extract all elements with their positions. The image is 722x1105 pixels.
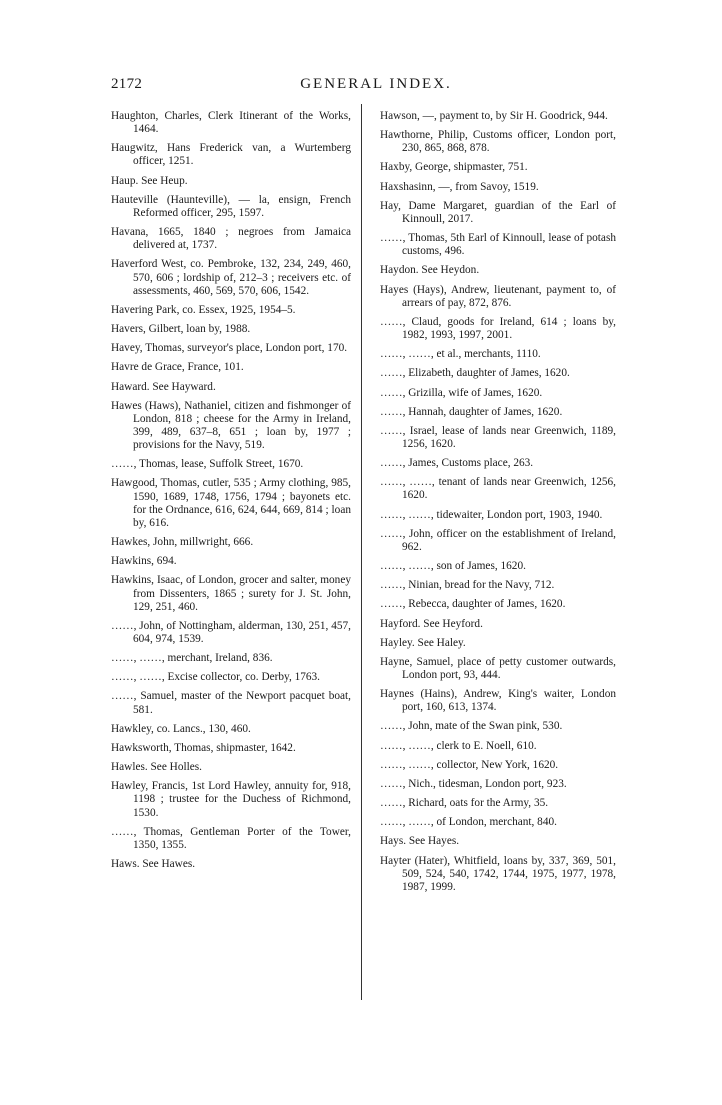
- index-entry: Hays. See Hayes.: [380, 835, 460, 848]
- index-entry: Hawes (Haws), Nathaniel, citizen and fishmonger of London, 818 ; cheese for the Army in Ireland, 399, 489, 637–8, 651 ; loan by, 1977 ; provisions for the Navy, 519.: [111, 399, 351, 452]
- index-entry: Haughton, Charles, Clerk Itinerant of the Works, 1464.: [111, 110, 351, 136]
- index-entry: Hawgood, Thomas, cutler, 535 ; Army clothing, 985, 1590, 1689, 1748, 1756, 1794 ; bayonets etc. for the Ordnance, 616, 624, 644, 669, 814 ; loan by, 616.: [111, 477, 351, 529]
- index-entry: Haup. See Heup.: [111, 174, 188, 187]
- index-column-right: [380, 110, 616, 900]
- index-entry: ……, John, mate of the Swan pink, 530.: [380, 720, 563, 733]
- index-entry: Hawthorne, Philip, Customs officer, London port, 230, 865, 868, 878.: [380, 129, 616, 155]
- index-entry: Hawley, Francis, 1st Lord Hawley, annuity for, 918, 1198 ; trustee for the Duchess of Richmond, 1530.: [111, 780, 351, 819]
- index-entry: ……, Thomas, 5th Earl of Kinnoull, lease of potash customs, 496.: [380, 232, 616, 258]
- index-entry: ……, Grizilla, wife of James, 1620.: [380, 386, 543, 399]
- index-entry: Haynes (Hains), Andrew, King's waiter, London port, 160, 613, 1374.: [380, 688, 616, 714]
- index-entry: ……, Hannah, daughter of James, 1620.: [380, 405, 563, 418]
- index-entry: Hawkins, Isaac, of London, grocer and salter, money from Dissenters, 1865 ; surety for J. St. John, 129, 251, 460.: [111, 574, 351, 613]
- index-entry: Haugwitz, Hans Frederick van, a Wurtemberg officer, 1251.: [111, 142, 351, 168]
- index-entry: Hay, Dame Margaret, guardian of the Earl of Kinnoull, 2017.: [380, 199, 616, 225]
- index-column-left: [111, 110, 351, 877]
- index-entry: ……, John, of Nottingham, alderman, 130, 251, 457, 604, 974, 1539.: [111, 619, 351, 645]
- index-entry: Hauteville (Haunteville), — la, ensign, French Reformed officer, 295, 1597.: [111, 193, 351, 219]
- index-entry: ……, ……, tidewaiter, London port, 1903, 1940.: [380, 508, 603, 521]
- index-entry: Hawson, —, payment to, by Sir H. Goodrick, 944.: [380, 110, 608, 122]
- index-entry: ……, John, officer on the establishment of Ireland, 962.: [380, 527, 616, 553]
- index-entry: ……, ……, clerk to E. Noell, 610.: [380, 739, 537, 752]
- index-entry: ……, Claud, goods for Ireland, 614 ; loans by, 1982, 1993, 1997, 2001.: [380, 315, 616, 342]
- index-entry: ……, ……, of London, merchant, 840.: [380, 816, 557, 829]
- index-entry: ……, Rebecca, daughter of James, 1620.: [380, 598, 566, 611]
- index-entry: Haydon. See Heydon.: [380, 264, 480, 277]
- index-entry: Hawkins, 694.: [111, 555, 177, 568]
- index-entry: Hayne, Samuel, place of petty customer outwards, London port, 93, 444.: [380, 655, 616, 681]
- index-entry: Hayford. See Heyford.: [380, 617, 483, 630]
- index-entry: ……, ……, tenant of lands near Greenwich, 1256, 1620.: [380, 476, 616, 502]
- index-entry: ……, ……, merchant, Ireland, 836.: [111, 652, 273, 665]
- index-entry: ……, Samuel, master of the Newport pacquet boat, 581.: [111, 690, 351, 716]
- index-entry: ……, Ninian, bread for the Navy, 712.: [380, 579, 555, 592]
- index-entry: Haws. See Hawes.: [111, 858, 196, 871]
- index-entry: Havey, Thomas, surveyor's place, London port, 170.: [111, 342, 348, 355]
- index-entry: Hayter (Hater), Whitfield, loans by, 337, 369, 501, 509, 524, 540, 1742, 1744, 1975, 1977, 1978, 1987, 1999.: [380, 854, 616, 893]
- index-entry: Hawkley, co. Lancs., 130, 460.: [111, 722, 251, 735]
- index-entry: ……, ……, et al., merchants, 1110.: [380, 348, 541, 361]
- index-entry: ……, James, Customs place, 263.: [380, 457, 534, 470]
- index-entry: ……, ……, son of James, 1620.: [380, 560, 526, 573]
- page-title: GENERAL INDEX.: [300, 76, 452, 92]
- index-entry: Hawkes, John, millwright, 666.: [111, 536, 254, 549]
- index-entry: Haverford West, co. Pembroke, 132, 234, 249, 460, 570, 606 ; lordship of, 212–3 ; receivers etc. of assessments, 460, 569, 570, 606, 1542.: [111, 258, 351, 297]
- index-entry: Hayley. See Haley.: [380, 636, 466, 649]
- index-entry: ……, Thomas, Gentleman Porter of the Tower, 1350, 1355.: [111, 825, 351, 851]
- index-entry: ……, Richard, oats for the Army, 35.: [380, 797, 549, 810]
- index-entry: ……, ……, collector, New York, 1620.: [380, 758, 559, 771]
- index-entry: ……, Nich., tidesman, London port, 923.: [380, 777, 567, 790]
- index-entry: Havering Park, co. Essex, 1925, 1954–5.: [111, 303, 296, 316]
- index-entry: Hawles. See Holles.: [111, 761, 202, 774]
- index-entry: Haxby, George, shipmaster, 751.: [380, 161, 528, 174]
- index-entry: Havre de Grace, France, 101.: [111, 361, 244, 374]
- index-entry: Hawksworth, Thomas, shipmaster, 1642.: [111, 741, 296, 754]
- index-entry: ……, Elizabeth, daughter of James, 1620.: [380, 367, 570, 380]
- index-entry: Hayes (Hays), Andrew, lieutenant, payment to, of arrears of pay, 872, 876.: [380, 283, 616, 309]
- index-entry: Haxshasinn, —, from Savoy, 1519.: [380, 180, 539, 193]
- index-entry: ……, ……, Excise collector, co. Derby, 1763.: [111, 671, 321, 684]
- index-entry: ……, Thomas, lease, Suffolk Street, 1670.: [111, 458, 304, 471]
- index-entry: Havers, Gilbert, loan by, 1988.: [111, 323, 251, 336]
- page-number: 2172: [111, 76, 143, 92]
- column-divider: [361, 104, 362, 1000]
- index-entry: Havana, 1665, 1840 ; negroes from Jamaica delivered at, 1737.: [111, 226, 351, 252]
- index-entry: Haward. See Hayward.: [111, 380, 216, 393]
- index-entry: ……, Israel, lease of lands near Greenwich, 1189, 1256, 1620.: [380, 424, 616, 450]
